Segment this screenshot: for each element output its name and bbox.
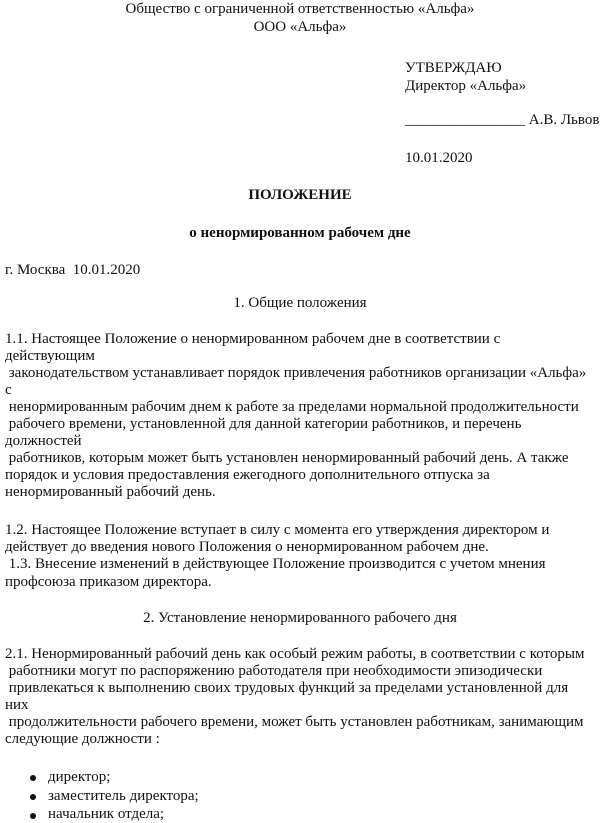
- s2-line: них: [5, 697, 29, 713]
- bullet-icon: [30, 813, 36, 819]
- s1-line: порядок и условия предоставления ежегодного дополнительного отпуска за: [5, 467, 490, 483]
- list-item: директор;: [48, 769, 111, 785]
- approval-date: 10.01.2020: [405, 150, 473, 166]
- s1-line: 1.2. Настоящее Положение вступает в силу с момента его утверждения директором и: [5, 522, 550, 538]
- approval-position: Директор «Альфа»: [405, 78, 527, 94]
- s2-line: 2.1. Ненормированный рабочий день как особый режим работы, в соответствии с которым: [5, 646, 585, 662]
- approval-stamp: УТВЕРЖДАЮ: [405, 60, 502, 76]
- s2-line: следующие должности :: [5, 731, 160, 747]
- s1-line: 1.1. Настоящее Положение о ненормированном рабочем дне в соответствии с: [5, 331, 501, 347]
- s1-line: действующим: [5, 348, 95, 364]
- s1-line: законодательством устанавливает порядок привлечения работников организации «Альфа»: [5, 365, 587, 381]
- list-item: заместитель директора;: [48, 788, 199, 804]
- s1-line: ненормированный рабочий день.: [5, 484, 216, 500]
- s1-line: рабочего времени, установленной для данной категории работников, и перечень: [5, 416, 522, 432]
- s1-line: должностей: [5, 433, 82, 449]
- s1-line: ненормированным рабочим днем к работе за пределами нормальной продолжительности: [5, 399, 579, 415]
- s2-line: работники могут по распоряжению работодателя при необходимости эпизодически: [5, 663, 543, 679]
- bullet-icon: [30, 775, 36, 781]
- list-item: начальник отдела;: [48, 806, 165, 822]
- s1-line: профсоюза приказом директора.: [5, 574, 212, 590]
- org-full-name: Общество с ограниченной ответственностью «Альфа»: [125, 1, 475, 17]
- doc-title: ПОЛОЖЕНИЕ: [248, 187, 352, 203]
- s2-line: продолжительности рабочего времени, может быть установлен работникам, занимающим: [5, 714, 584, 730]
- signer-name: А.В. Львов: [528, 112, 600, 128]
- bullet-icon: [30, 794, 36, 800]
- s1-line: действует до введения нового Положения о ненормированном рабочем дне.: [5, 539, 489, 555]
- place-date: г. Москва 10.01.2020: [5, 262, 141, 278]
- signature-line: ________________: [405, 112, 525, 128]
- s1-line: работников, которым может быть установлен ненормированный рабочий день. А также: [5, 450, 569, 466]
- section2-heading: 2. Установление ненормированного рабочего дня: [143, 610, 457, 626]
- doc-subtitle: о ненормированном рабочем дне: [189, 225, 411, 241]
- section1-heading: 1. Общие положения: [233, 295, 367, 311]
- s2-line: привлекаться к выполнению своих трудовых функций за пределами установленной для: [5, 680, 569, 696]
- org-short-name: ООО «Альфа»: [253, 19, 347, 35]
- signature-block: [405, 111, 599, 129]
- s1-line: 1.3. Внесение изменений в действующее Положение производится с учетом мнения: [5, 556, 546, 572]
- s1-line: с: [5, 382, 12, 398]
